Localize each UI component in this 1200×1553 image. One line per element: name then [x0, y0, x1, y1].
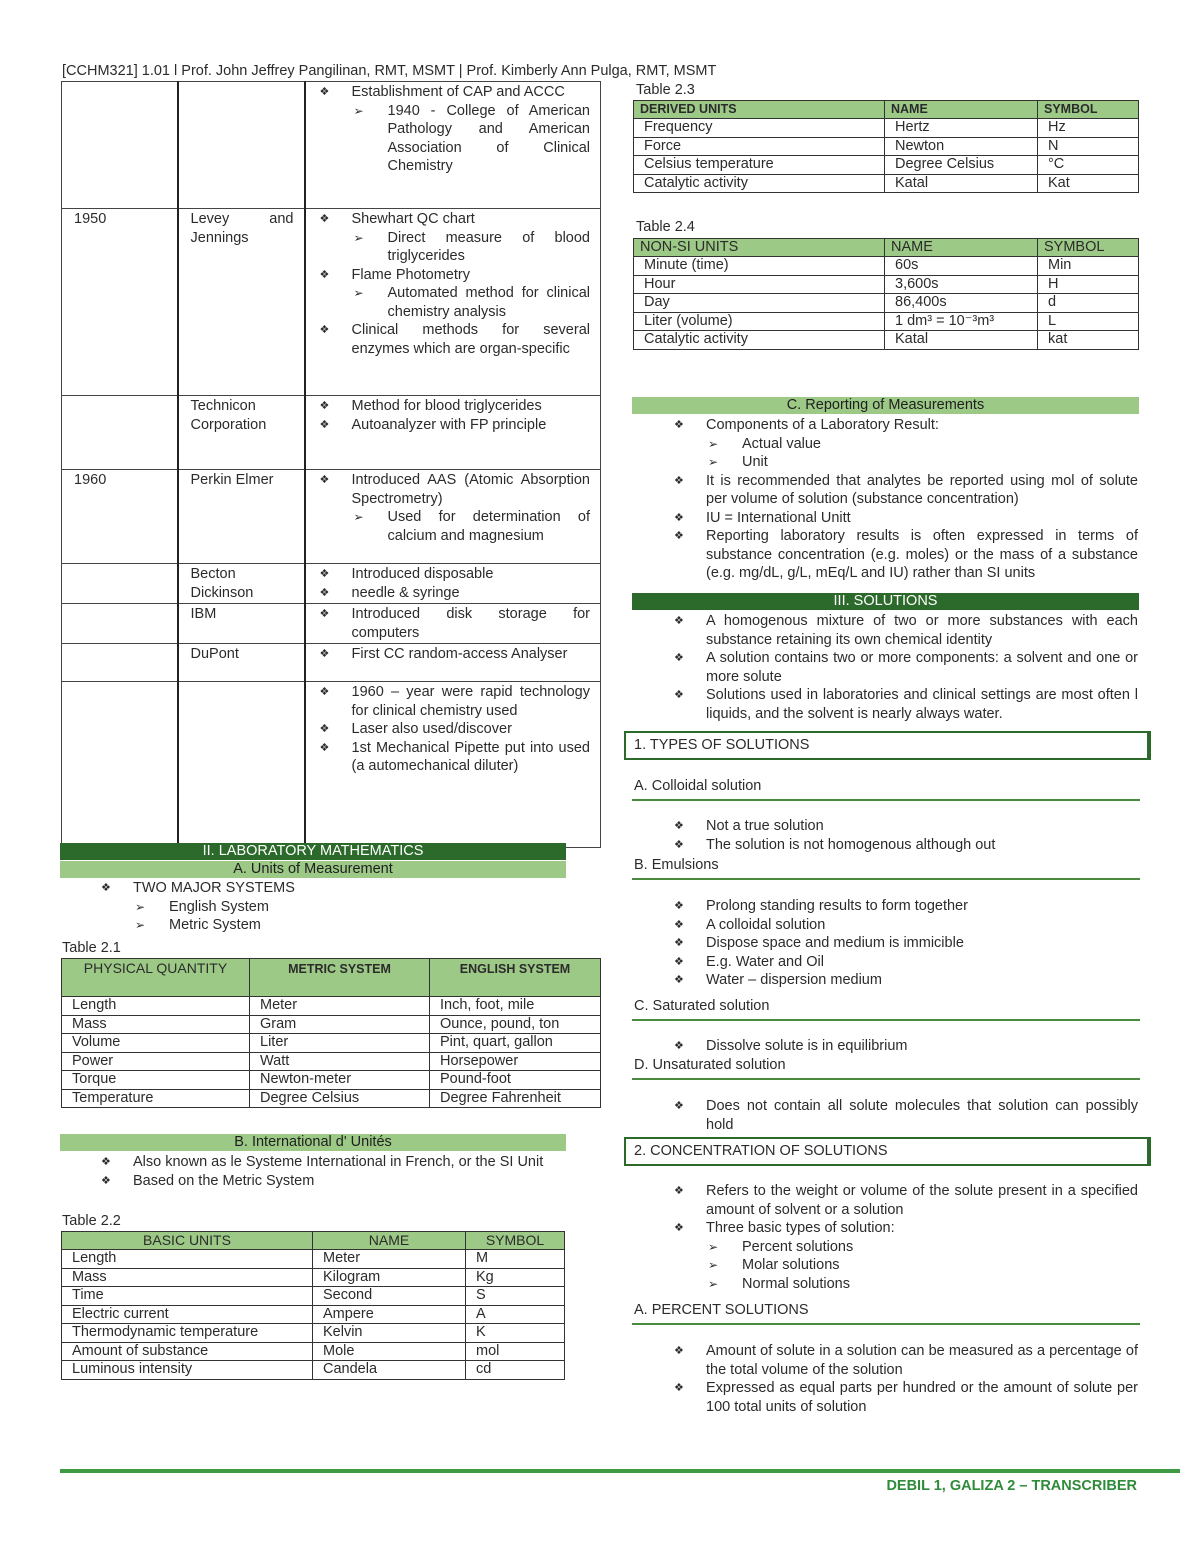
table-2-3-caption: Table 2.3	[636, 82, 695, 98]
list-item: ❖ Clinical methods for several enzymes which are organ-specific	[318, 321, 591, 358]
list-item: ❖ Introduced disposable	[318, 565, 591, 584]
table-row	[634, 331, 1139, 350]
list-item: ➢ Used for determination of calcium and magnesium	[352, 508, 591, 545]
list-item: ➢ Metric System	[133, 916, 579, 935]
list-item: ❖ Refers to the weight or volume of the solute present in a specified amount of solvent or a solution	[672, 1182, 1138, 1219]
list-item: ❖ Method for blood triglycerides	[318, 397, 591, 416]
year-cell	[62, 564, 178, 604]
table-cell: Amount of substance	[62, 1342, 313, 1361]
table-row	[634, 275, 1139, 294]
table-cell: Luminous intensity	[62, 1361, 313, 1380]
list-item: ❖ First CC random-access Analyser	[318, 645, 591, 664]
contributor-cell: Becton Dickinson	[178, 564, 305, 604]
table-cell: 86,400s	[885, 294, 1038, 313]
table-cell: Ounce, pound, ton	[430, 1015, 601, 1034]
table-row	[634, 119, 1139, 138]
reporting-points	[672, 416, 1138, 583]
table-cell: Second	[313, 1287, 466, 1306]
table-cell: Liter (volume)	[634, 312, 885, 331]
list-item: ❖ Based on the Metric System	[99, 1172, 565, 1191]
bullet-list	[318, 565, 591, 602]
table-row	[634, 257, 1139, 276]
list-item: ❖ 1st Mechanical Pipette put into used (a automechanical diluter)	[318, 739, 591, 776]
list-item: ❖ IU = International Unitt	[672, 509, 1138, 528]
year-cell: 1960	[62, 470, 178, 564]
table-2-4	[633, 238, 1139, 350]
list-item: ❖ Introduced AAS (Atomic Absorption Spectrometry) ➢ Used for determination of calcium and magnesium	[318, 471, 591, 545]
table-cell: 3,600s	[885, 275, 1038, 294]
table-row	[62, 209, 601, 396]
table-row	[62, 644, 601, 682]
concentration-heading: 2. CONCENTRATION OF SOLUTIONS	[624, 1137, 1151, 1166]
table-cell: kat	[1038, 331, 1139, 350]
table-row	[634, 312, 1139, 331]
table-row	[634, 137, 1139, 156]
contributor-cell: Perkin Elmer	[178, 470, 305, 564]
list-item: ❖ TWO MAJOR SYSTEMS ➢ English System ➢ Metric System	[99, 879, 579, 935]
list-item: ➢ Unit	[706, 453, 1138, 472]
table-cell: Katal	[885, 174, 1038, 193]
table-cell: Celsius temperature	[634, 156, 885, 175]
table-cell: Meter	[250, 997, 430, 1016]
table-cell: Mass	[62, 1015, 250, 1034]
list-item: ➢ Automated method for clinical chemistry analysis	[352, 284, 591, 321]
list-item: ➢ Percent solutions	[706, 1238, 1138, 1257]
list-item: ❖ Establishment of CAP and ACCC ➢ 1940 - College of American Pathology and American Association of Clinical Chemistry	[318, 83, 591, 176]
table-row	[62, 1305, 565, 1324]
lab-math-title: II. LABORATORY MATHEMATICS	[60, 843, 566, 860]
table-cell: Force	[634, 137, 885, 156]
page-header: [CCHM321] 1.01 l Prof. John Jeffrey Pangilinan, RMT, MSMT | Prof. Kimberly Ann Pulga, RMT, MSMT	[62, 63, 717, 79]
table-row	[62, 396, 601, 470]
table-cell: Kg	[466, 1268, 565, 1287]
table-cell: Kelvin	[313, 1324, 466, 1343]
list-item: ❖ Components of a Laboratory Result: ➢ Actual value ➢ Unit	[672, 416, 1138, 472]
table-row	[62, 1250, 565, 1269]
table-cell: Meter	[313, 1250, 466, 1269]
table-cell: Mole	[313, 1342, 466, 1361]
bullet-list	[318, 645, 591, 664]
table-cell: cd	[466, 1361, 565, 1380]
solutions-heading: III. SOLUTIONS	[632, 593, 1139, 610]
list-item: ❖ Solutions used in laboratories and clinical settings are most often l liquids, and the solvent is nearly always water.	[672, 686, 1138, 723]
list-item: ➢ Actual value	[706, 435, 1138, 454]
table-2-2-caption: Table 2.2	[62, 1213, 121, 1229]
list-item: ❖ Expressed as equal parts per hundred or the amount of solute per 100 total units of solution	[672, 1379, 1138, 1416]
table-row	[62, 1071, 601, 1090]
bullet-list	[318, 210, 591, 358]
list-item: ➢ Direct measure of blood triglycerides	[352, 229, 591, 266]
table-cell: Newton	[885, 137, 1038, 156]
table-cell: Hz	[1038, 119, 1139, 138]
table-cell: Catalytic activity	[634, 174, 885, 193]
table-header: NAME	[885, 239, 1038, 257]
bullet-list	[318, 683, 591, 776]
list-item: ➢ English System	[133, 898, 579, 917]
table-cell: Minute (time)	[634, 257, 885, 276]
list-item: ❖ Introduced disk storage for computers	[318, 605, 591, 642]
colloidal-points	[672, 817, 1138, 854]
table-cell: Time	[62, 1287, 313, 1306]
list-item: ➢ Molar solutions	[706, 1256, 1138, 1275]
list-item: ❖ 1960 – year were rapid technology for clinical chemistry used	[318, 683, 591, 720]
table-2-3	[633, 100, 1139, 193]
list-item: ❖ E.g. Water and Oil	[672, 953, 1138, 972]
table-cell: A	[466, 1305, 565, 1324]
table-row	[62, 1034, 601, 1053]
table-cell: Torque	[62, 1071, 250, 1090]
table-cell: 1 dm³ = 10⁻³m³	[885, 312, 1038, 331]
table-header: NAME	[885, 101, 1038, 119]
list-item: ❖ Dispose space and medium is immicible	[672, 934, 1138, 953]
table-row	[62, 1361, 565, 1380]
year-cell: 1950	[62, 209, 178, 396]
table-cell: Length	[62, 997, 250, 1016]
contributor-cell	[178, 682, 305, 848]
events-cell	[305, 209, 601, 396]
reporting-heading: C. Reporting of Measurements	[632, 397, 1139, 414]
table-cell: Degree Fahrenheit	[430, 1089, 601, 1108]
list-item: ❖ A solution contains two or more components: a solvent and one or more solute	[672, 649, 1138, 686]
table-2-1	[61, 958, 601, 1108]
emulsions-heading: B. Emulsions	[632, 856, 1140, 880]
percent-points	[672, 1342, 1138, 1416]
table-row	[62, 1287, 565, 1306]
table-row	[62, 1089, 601, 1108]
percent-solutions-heading: A. PERCENT SOLUTIONS	[632, 1301, 1140, 1325]
footer-divider	[60, 1469, 1180, 1473]
events-cell	[305, 470, 601, 564]
year-cell	[62, 396, 178, 470]
table-cell: Frequency	[634, 119, 885, 138]
table-2-2	[61, 1231, 565, 1380]
solutions-points	[672, 612, 1138, 723]
table-cell: Candela	[313, 1361, 466, 1380]
table-cell: Degree Celsius	[250, 1089, 430, 1108]
table-cell: Ampere	[313, 1305, 466, 1324]
year-cell	[62, 604, 178, 644]
table-cell: Thermodynamic temperature	[62, 1324, 313, 1343]
table-row	[62, 564, 601, 604]
units-heading: A. Units of Measurement	[60, 861, 566, 878]
contributor-cell: Technicon Corporation	[178, 396, 305, 470]
events-cell	[305, 82, 601, 209]
contributor-cell: DuPont	[178, 644, 305, 682]
si-points	[99, 1153, 565, 1190]
list-item: ❖ Dissolve solute is in equilibrium	[672, 1037, 1138, 1056]
table-header: SYMBOL	[466, 1232, 565, 1250]
events-cell	[305, 604, 601, 644]
contributor-cell	[178, 82, 305, 209]
list-item: ➢ 1940 - College of American Pathology and American Association of Clinical Chemistry	[352, 102, 591, 176]
list-item: ❖ A homogenous mixture of two or more substances with each substance retaining its own chemical identity	[672, 612, 1138, 649]
unsaturated-points	[672, 1097, 1138, 1134]
list-item: ❖ Also known as le Systeme International in French, or the SI Unit	[99, 1153, 565, 1172]
table-cell: Liter	[250, 1034, 430, 1053]
list-item: ❖ Prolong standing results to form together	[672, 897, 1138, 916]
table-cell: Hour	[634, 275, 885, 294]
list-item: ❖ It is recommended that analytes be reported using mol of solute per volume of solution (substance concentration)	[672, 472, 1138, 509]
table-cell: N	[1038, 137, 1139, 156]
saturated-points	[672, 1037, 1138, 1056]
contributor-cell: Levey and Jennings	[178, 209, 305, 396]
list-item: ❖ Water – dispersion medium	[672, 971, 1138, 990]
table-cell: mol	[466, 1342, 565, 1361]
table-header: NON-SI UNITS	[634, 239, 885, 257]
list-item: ❖ Shewhart QC chart ➢ Direct measure of blood triglycerides	[318, 210, 591, 266]
table-cell: °C	[1038, 156, 1139, 175]
bullet-list	[318, 83, 591, 176]
table-cell: Degree Celsius	[885, 156, 1038, 175]
types-of-solutions-heading: 1. TYPES OF SOLUTIONS	[624, 731, 1151, 760]
list-item: ❖ Not a true solution	[672, 817, 1138, 836]
table-cell: S	[466, 1287, 565, 1306]
emulsions-points	[672, 897, 1138, 990]
table-cell: Katal	[885, 331, 1038, 350]
table-row	[62, 82, 601, 209]
footer-transcriber: DEBIL 1, GALIZA 2 – TRANSCRIBER	[886, 1478, 1137, 1494]
list-item: ❖ A colloidal solution	[672, 916, 1138, 935]
unsaturated-heading: D. Unsaturated solution	[632, 1056, 1140, 1080]
table-header: SYMBOL	[1038, 101, 1139, 119]
systems-list	[99, 879, 579, 935]
bullet-list	[318, 605, 591, 642]
table-row	[62, 1052, 601, 1071]
table-header: DERIVED UNITS	[634, 101, 885, 119]
year-cell	[62, 644, 178, 682]
table-cell: Length	[62, 1250, 313, 1269]
si-heading: B. International d' Unités	[60, 1134, 566, 1151]
list-item: ❖ Laser also used/discover	[318, 720, 591, 739]
table-row	[62, 470, 601, 564]
table-header: ENGLISH SYSTEM	[430, 959, 601, 997]
contributor-cell: IBM	[178, 604, 305, 644]
list-item: ❖ Flame Photometry ➢ Automated method for clinical chemistry analysis	[318, 266, 591, 322]
list-item: ❖ needle & syringe	[318, 584, 591, 603]
history-table	[61, 81, 601, 848]
table-cell: d	[1038, 294, 1139, 313]
events-cell	[305, 644, 601, 682]
list-item: ➢ Normal solutions	[706, 1275, 1138, 1294]
list-item: ❖ Amount of solute in a solution can be measured as a percentage of the total volume of the solution	[672, 1342, 1138, 1379]
table-cell: K	[466, 1324, 565, 1343]
list-item: ❖ Reporting laboratory results is often expressed in terms of substance concentration (e.g. moles) or the mass of a substance (e.g. mg/dL, g/L, mEq/L and IU) rather than SI units	[672, 527, 1138, 583]
bullet-list	[318, 397, 591, 434]
table-cell: M	[466, 1250, 565, 1269]
table-cell: Mass	[62, 1268, 313, 1287]
table-2-1-caption: Table 2.1	[62, 940, 121, 956]
year-cell	[62, 82, 178, 209]
colloidal-heading: A. Colloidal solution	[632, 777, 1140, 801]
table-row	[62, 1324, 565, 1343]
table-cell: Watt	[250, 1052, 430, 1071]
year-cell	[62, 682, 178, 848]
table-row	[62, 997, 601, 1016]
table-cell: Horsepower	[430, 1052, 601, 1071]
table-cell: Gram	[250, 1015, 430, 1034]
table-cell: Volume	[62, 1034, 250, 1053]
saturated-heading: C. Saturated solution	[632, 997, 1140, 1021]
table-row	[62, 682, 601, 848]
table-cell: Power	[62, 1052, 250, 1071]
events-cell	[305, 396, 601, 470]
table-row	[634, 174, 1139, 193]
table-cell: L	[1038, 312, 1139, 331]
table-cell: Catalytic activity	[634, 331, 885, 350]
table-cell: Hertz	[885, 119, 1038, 138]
table-cell: Temperature	[62, 1089, 250, 1108]
table-cell: Pound-foot	[430, 1071, 601, 1090]
table-header: BASIC UNITS	[62, 1232, 313, 1250]
list-item: ❖ Does not contain all solute molecules that solution can possibly hold	[672, 1097, 1138, 1134]
table-row	[62, 1015, 601, 1034]
table-cell: H	[1038, 275, 1139, 294]
concentration-points	[672, 1182, 1138, 1293]
table-2-4-caption: Table 2.4	[636, 219, 695, 235]
events-cell	[305, 682, 601, 848]
table-cell: 60s	[885, 257, 1038, 276]
list-item: ❖ The solution is not homogenous although out	[672, 836, 1138, 855]
table-cell: Electric current	[62, 1305, 313, 1324]
table-cell: Pint, quart, gallon	[430, 1034, 601, 1053]
table-cell: Kat	[1038, 174, 1139, 193]
list-item: ❖ Three basic types of solution: ➢ Percent solutions ➢ Molar solutions ➢ Normal solutions	[672, 1219, 1138, 1293]
events-cell	[305, 564, 601, 604]
table-cell: Day	[634, 294, 885, 313]
table-cell: Min	[1038, 257, 1139, 276]
table-cell: Inch, foot, mile	[430, 997, 601, 1016]
bullet-list	[318, 471, 591, 545]
table-row	[634, 294, 1139, 313]
table-header: PHYSICAL QUANTITY	[62, 959, 250, 997]
table-header: NAME	[313, 1232, 466, 1250]
table-row	[62, 1342, 565, 1361]
list-item: ❖ Autoanalyzer with FP principle	[318, 416, 591, 435]
table-row	[634, 156, 1139, 175]
table-cell: Kilogram	[313, 1268, 466, 1287]
table-header: SYMBOL	[1038, 239, 1139, 257]
table-row	[62, 604, 601, 644]
table-header: METRIC SYSTEM	[250, 959, 430, 997]
table-cell: Newton-meter	[250, 1071, 430, 1090]
table-row	[62, 1268, 565, 1287]
